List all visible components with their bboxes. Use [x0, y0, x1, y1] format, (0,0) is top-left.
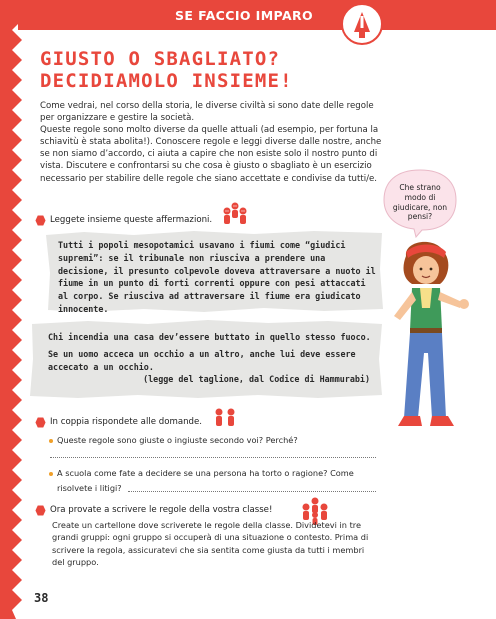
- statement1-text: Tutti i popoli mesopotamici usavano i fiumi come “giudici supremi”: se il tribunale non riusciva a prendere una decisione, il presunto colpevole doveva attraversare a nuoto il fiume in un punto di forti correnti oppure con pesi attaccati al corpo. Se riusciva ad attraversare il fiume era giudicato innocente.: [58, 240, 376, 314]
- page-title-line2: DECIDIAMOLO INSIEME!: [40, 70, 293, 92]
- intro-paragraph-1: Come vedrai, nel corso della storia, le diverse civiltà si sono date delle regole per organizzare e gestire la società.: [40, 101, 374, 124]
- section-title: SE FACCIO IMPARO: [175, 8, 314, 23]
- speech-bubble-text: Che strano modo di giudicare, non pensi?: [392, 183, 448, 222]
- hexagon-bullet-icon: [35, 505, 46, 516]
- page-number: 38: [34, 591, 49, 605]
- intro-text: [40, 100, 390, 185]
- girl-character-illustration: [376, 238, 476, 438]
- statement2-source: (legge del taglione, dal Codice di Hammurabi): [143, 374, 370, 385]
- statement2-text: [48, 331, 378, 386]
- statement2-line1: Chi incendia una casa dev’essere buttato in quello stesso fuoco.: [48, 332, 371, 342]
- answer-line[interactable]: [50, 457, 376, 458]
- activity3-instruction: Ora provate a scrivere le regole della vostra classe!: [50, 505, 273, 515]
- activity3-text: Create un cartellone dove scriverete le regole della classe. Dividetevi in tre grandi gruppi: ogni gruppo si occuperà di una situazione o contesto. Prima di scrivere la regola, assicuratevi che sia sentita come giusta da tutti i membri del gruppo.: [52, 520, 369, 567]
- answer-line[interactable]: [128, 491, 376, 492]
- people-pair-icon: [212, 407, 238, 429]
- question-bullet: [49, 472, 53, 476]
- page-title-line1: GIUSTO O SBAGLIATO?: [40, 48, 281, 70]
- intro-paragraph-2: Queste regole sono molto diverse da quelle attuali (ad esempio, per fortuna la schiavitù è stata abolita!). Conoscere regole e leggi diverse dalle nostre, anche se non siamo d’accordo, ci aiuta a capire che non esiste solo il nostro punto di vista. Discutere e confrontarsi su che cosa è giusto o sbagliato è un esercizio necessario per stabilire delle regole che siano accettate e condivise da tutti/e.: [40, 125, 382, 184]
- page-title: [40, 48, 340, 92]
- activity2-instruction: In coppia rispondete alle domande.: [50, 417, 203, 427]
- question-bullet: [49, 439, 53, 443]
- hexagon-bullet-icon: [35, 215, 46, 226]
- question-2-line2: risolvete i litigi?: [57, 483, 122, 493]
- statement2-line2: Se un uomo acceca un occhio a un altro, anche lui deve essere accecato a un occhio.: [48, 348, 356, 372]
- fork-knife-hand-icon: [338, 2, 386, 50]
- question-2-line1: A scuola come fate a decidere se una persona ha torto o ragione? Come: [57, 468, 354, 478]
- hexagon-bullet-icon: [35, 417, 46, 428]
- activity1-instruction: Leggete insieme queste affermazioni.: [50, 215, 213, 225]
- zigzag-border: [0, 0, 22, 619]
- question-1: Queste regole sono giuste o ingiuste secondo voi? Perché?: [57, 435, 298, 445]
- people-group-icon: [220, 201, 250, 227]
